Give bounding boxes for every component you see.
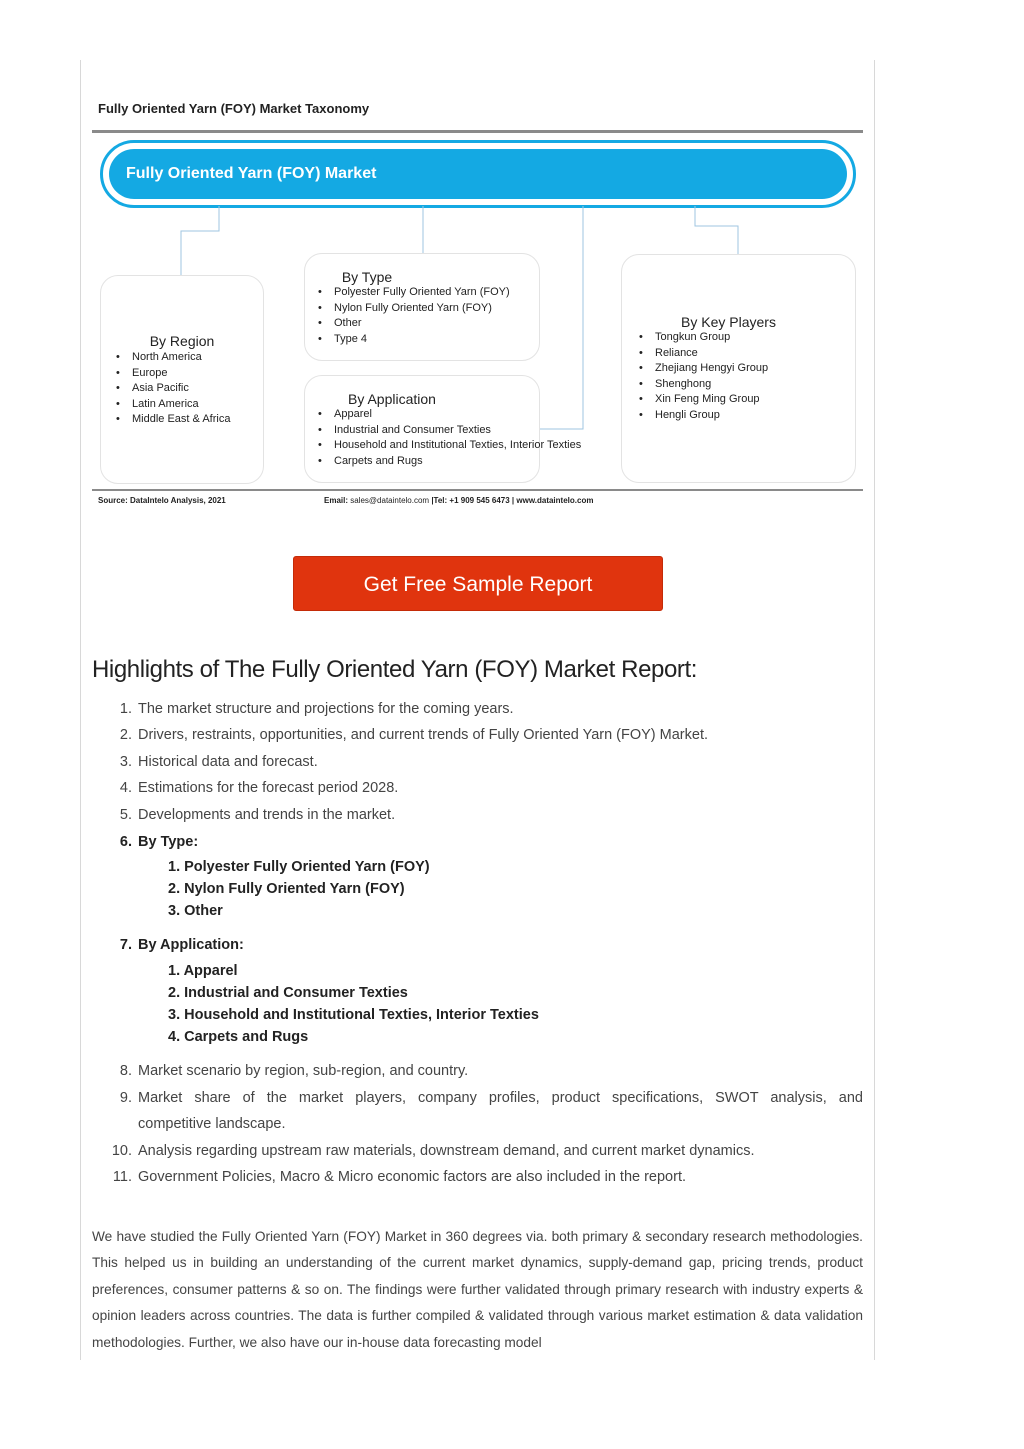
key-player-item: • Tongkun Group	[636, 330, 855, 346]
type-item: • Nylon Fully Oriented Yarn (FOY)	[315, 301, 539, 317]
by-key-players-heading: By Key Players	[681, 314, 776, 330]
type-subitem: 2. Nylon Fully Oriented Yarn (FOY)	[168, 881, 405, 897]
by-region-heading: By Region	[149, 333, 215, 349]
source-note: Source: DataIntelo Analysis, 2021	[98, 496, 226, 505]
divider-bottom	[92, 489, 863, 491]
key-player-item: • Shenghong	[636, 377, 855, 393]
by-type-box	[304, 253, 540, 361]
region-item: • Middle East & Africa	[113, 412, 263, 428]
application-subitem: 4. Carpets and Rugs	[168, 1029, 309, 1045]
application-item: • Industrial and Consumer Texties	[315, 423, 539, 439]
application-subitem: 1. Apparel	[168, 963, 238, 979]
application-item: • Apparel	[315, 407, 539, 423]
website-link[interactable]: www.dataintelo.com	[516, 496, 594, 505]
type-item: • Type 4	[315, 332, 539, 348]
region-item: • North America	[113, 350, 263, 366]
by-application-box	[304, 375, 582, 483]
key-player-item: • Xin Feng Ming Group	[636, 392, 855, 408]
region-item: • Asia Pacific	[113, 381, 263, 397]
key-player-item: • Hengli Group	[636, 408, 855, 424]
highlights-heading: Highlights of The Fully Oriented Yarn (FOY) Market Report:	[92, 656, 698, 683]
contact-line	[324, 496, 593, 505]
type-item: • Polyester Fully Oriented Yarn (FOY)	[315, 285, 539, 301]
by-type-heading: By Type	[341, 269, 393, 285]
market-banner-label: Fully Oriented Yarn (FOY) Market	[126, 165, 377, 182]
application-subitem: 2. Industrial and Consumer Texties	[168, 985, 408, 1001]
methodology-paragraph: We have studied the Fully Oriented Yarn (FOY) Market in 360 degrees via. both primary & secondary research methodologies. This helped us in building an understanding of the current market dynamics, supply-demand gap, pricing trends, product preferences, consumer patterns & so on. The findings were further validated through primary research with industry experts & opinion leaders across countries. The data is further compiled & validated through various market estimation & data validation methodologies. Further, we also have our in-house data forecasting model	[92, 1229, 863, 1350]
type-subitem: 1. Polyester Fully Oriented Yarn (FOY)	[168, 859, 430, 875]
region-item: • Europe	[113, 366, 263, 382]
email-link[interactable]: sales@dataintelo.com	[350, 496, 430, 505]
type-subitem: 3. Other	[168, 903, 223, 919]
get-free-sample-report-button[interactable]: Get Free Sample Report	[293, 556, 663, 611]
tel-text: |Tel: +1 909 545 6473 |	[431, 496, 515, 505]
key-player-item: • Reliance	[636, 346, 855, 362]
region-item: • Latin America	[113, 397, 263, 413]
by-application-heading: By Application	[348, 391, 436, 407]
application-item: • Household and Institutional Texties, Interior Texties	[315, 438, 539, 454]
application-item: • Carpets and Rugs	[315, 454, 539, 470]
type-item: • Other	[315, 316, 539, 332]
email-label: Email:	[324, 496, 349, 505]
by-key-players-box	[621, 254, 856, 483]
key-player-item: • Zhejiang Hengyi Group	[636, 361, 855, 377]
application-subitem: 3. Household and Institutional Texties, Interior Texties	[168, 1007, 539, 1023]
by-region-box	[100, 275, 264, 484]
taxonomy-title: Fully Oriented Yarn (FOY) Market Taxonomy	[98, 101, 370, 116]
highlight-item-continuation: competitive landscape.	[138, 1116, 286, 1132]
